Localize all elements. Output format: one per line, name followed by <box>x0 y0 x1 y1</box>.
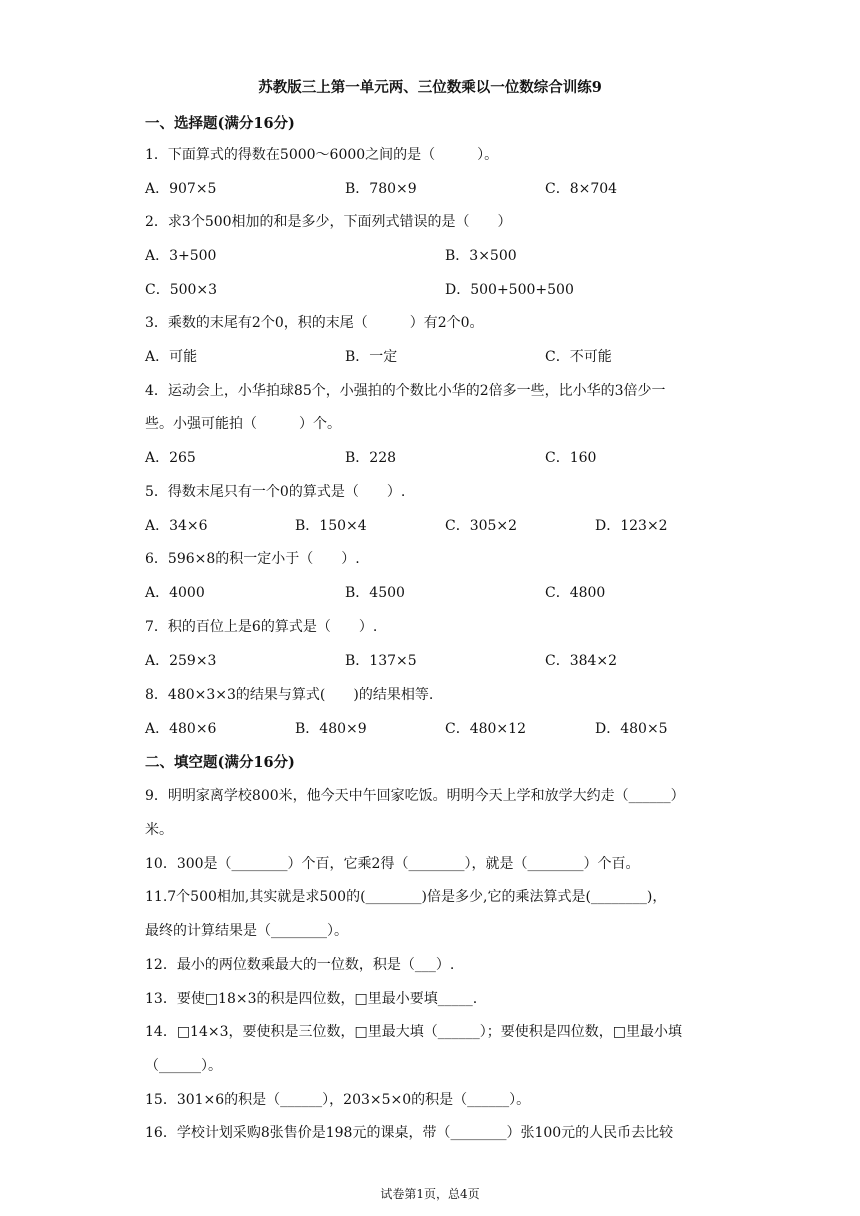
q6-option-b: B．4500 <box>345 585 405 601</box>
question-11-line-2: 最终的计算结果是（________）。 <box>145 923 348 939</box>
q4-option-b: B．228 <box>345 450 397 466</box>
question-10: 10．300是（________）个百，它乘2得（________），就是（________）个百。 <box>145 856 640 872</box>
q5-option-a: A．34×6 <box>145 518 208 534</box>
q5-option-b: B．150×4 <box>295 518 367 534</box>
q3-option-b: B．一定 <box>345 349 398 365</box>
q2-option-b: B．3×500 <box>445 248 517 264</box>
q8-option-a: A．480×6 <box>145 721 217 737</box>
q7-option-c: C．384×2 <box>545 653 618 669</box>
question-12: 12．最小的两位数乘最大的一位数，积是（___）. <box>145 957 455 973</box>
question-15: 15．301×6的积是（______），203×5×0的积是（______）。 <box>145 1092 531 1108</box>
page-title: 苏教版三上第一单元两、三位数乘以一位数综合训练9 <box>258 79 602 96</box>
section-heading-choice: 一、选择题(满分16分) <box>145 115 295 132</box>
q8-option-d: D．480×5 <box>595 721 668 737</box>
question-14-line-2: （______）。 <box>145 1058 222 1074</box>
question-8: 8．480×3×3的结果与算式( )的结果相等. <box>145 687 434 703</box>
question-9-line-1: 9．明明家离学校800米，他今天中午回家吃饭。明明今天上学和放学大约走（______） <box>145 788 685 804</box>
q1-option-a: A．907×5 <box>145 181 217 197</box>
q5-option-c: C．305×2 <box>445 518 518 534</box>
q6-option-a: A．4000 <box>145 585 205 601</box>
q5-option-d: D．123×2 <box>595 518 668 534</box>
question-16: 16．学校计划采购8张售价是198元的课桌，带（________）张100元的人民币去比较 <box>145 1125 674 1141</box>
question-4-line-2: 些。小强可能拍（ ）个。 <box>145 416 341 432</box>
q1-option-b: B．780×9 <box>345 181 417 197</box>
q3-option-c: C．不可能 <box>545 349 612 365</box>
question-1: 1．下面算式的得数在5000～6000之间的是（ ）。 <box>145 147 499 163</box>
q4-option-c: C．160 <box>545 450 597 466</box>
question-7: 7．积的百位上是6的算式是（ ）. <box>145 619 378 635</box>
question-11-line-1: 11.7个500相加,其实就是求500的(________)倍是多少,它的乘法算式是(________)， <box>145 889 667 905</box>
question-4-line-1: 4．运动会上，小华拍球85个，小强拍的个数比小华的2倍多一些，比小华的3倍少一 <box>145 383 666 399</box>
question-3: 3．乘数的末尾有2个0，积的末尾（ ）有2个0。 <box>145 315 484 331</box>
q2-option-c: C．500×3 <box>145 282 218 298</box>
question-14-line-1: 14．□14×3，要使积是三位数，□里最大填（______）；要使积是四位数，□里最小填 <box>145 1024 682 1040</box>
q8-option-b: B．480×9 <box>295 721 367 737</box>
question-9-line-2: 米。 <box>145 822 173 838</box>
q2-option-a: A．3+500 <box>145 248 217 264</box>
q1-option-c: C．8×704 <box>545 181 618 197</box>
q7-option-b: B．137×5 <box>345 653 417 669</box>
q7-option-a: A．259×3 <box>145 653 217 669</box>
q3-option-a: A．可能 <box>145 349 198 365</box>
section-heading-fill-in: 二、填空题(满分16分) <box>145 754 295 771</box>
q2-option-d: D．500+500+500 <box>445 282 574 298</box>
question-2: 2．求3个500相加的和是多少，下面列式错误的是（ ） <box>145 214 512 230</box>
q4-option-a: A．265 <box>145 450 196 466</box>
q8-option-c: C．480×12 <box>445 721 526 737</box>
question-13: 13．要使□18×3的积是四位数，□里最小要填_____. <box>145 991 478 1007</box>
page-footer: 试卷第1页，总4页 <box>380 1187 480 1201</box>
q6-option-c: C．4800 <box>545 585 606 601</box>
question-5: 5．得数末尾只有一个0的算式是（ ）. <box>145 484 406 500</box>
question-6: 6．596×8的积一定小于（ ）. <box>145 551 360 567</box>
